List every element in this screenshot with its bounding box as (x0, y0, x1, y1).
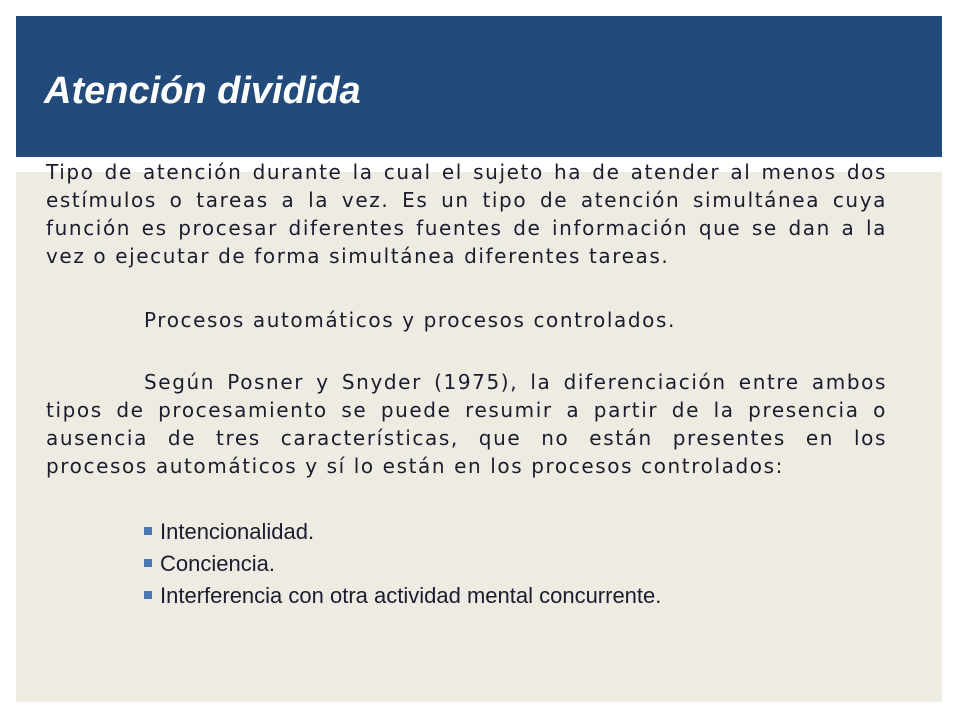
list-item-label: Intencionalidad. (160, 519, 315, 544)
square-bullet-icon (144, 527, 152, 535)
list-item (144, 516, 887, 548)
square-bullet-icon (144, 559, 152, 567)
characteristics-list (46, 516, 887, 612)
list-item (144, 548, 887, 580)
square-bullet-icon (144, 591, 152, 599)
slide-title: Atención dividida (44, 70, 361, 112)
list-item-label: Interferencia con otra actividad mental concurrente. (160, 583, 662, 608)
slide-body (46, 158, 887, 612)
explanation-paragraph: Según Posner y Snyder (1975), la diferenciación entre ambos tipos de procesamiento se puede resumir a partir de la presencia o ausencia de tres características, que no están presentes en los procesos automáticos y sí lo están en los procesos controlados: (46, 370, 887, 478)
subheading-paragraph: Procesos automáticos y procesos controlados. (144, 308, 676, 332)
list-item-label: Conciencia. (160, 551, 275, 576)
list-item (144, 580, 887, 612)
definition-paragraph: Tipo de atención durante la cual el sujeto ha de atender al menos dos estímulos o tareas a la vez. Es un tipo de atención simultánea cuya función es procesar diferentes fuentes de información que se dan a la vez o ejecutar de forma simultánea diferentes tareas. (46, 160, 887, 268)
